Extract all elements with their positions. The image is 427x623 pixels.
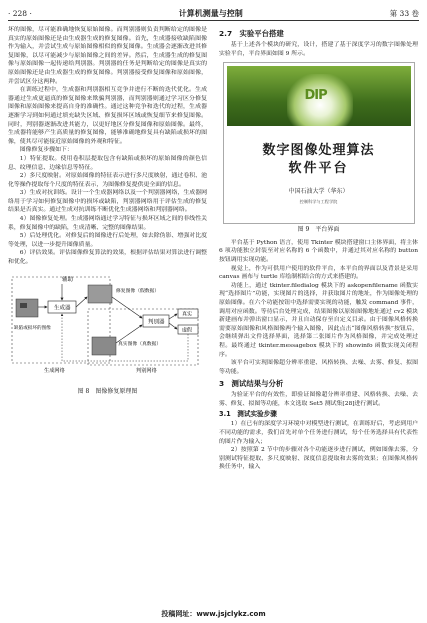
paragraph: 功能上，通过 tkinter.filedialog 模块下的 askopenfilename 函数实现“选择图片”功能，实现图片的选择，并获取图片的地址，作为图像处理的原始图像。在六个功能按钮中选择需要实现的功能，触发 command 事件，调用对应函数。等待后台处理完成，结果图像以原始图像地址通过 cv2 模块新建画布并弹出窗口显示，并且自动保存至自定义目录。由于图像风格转换需要原始图像和风格图像两个输入图像，因此点击“图像风格转换”按钮后，会继续弹出文件选择界面，选择第二张图片作为风格图像，并完成处理过程。最终通过 tkinter.messagebox 模块下的 showinfo 函数实现关闭程序。 [219,282,418,358]
section-heading-2-7: 2.7 实验平台搭建 [219,29,284,38]
platform-organization: 中国石油大学（华东） [288,188,349,196]
step-item: 2）多尺度映射。对原始图像的特征表示进行多尺度映射，通过卷积、池化等操作提取每个尺度的特征表示，为图像修复提供更全面的信息。 [8,173,207,188]
figure-8-diagram [8,271,207,386]
section-heading-3: 3 测试结果与分析 [219,379,284,389]
platform-title-line1: 数字图像处理算法 [262,143,375,159]
defect-spot [20,303,27,308]
paragraph: 视觉上，作为可供用户使用的软件平台，本平台的界面以及背景是采用 canvas 画布与 turtle 库绘制相结合的方式来搭建的。 [219,265,418,281]
paragraph: 图像修复步骤如下： [19,147,73,154]
step-item: 6）评估效果。评估图像修复算法的效果，根据评估结果对算法进行调整和优化。 [8,250,207,266]
page-number: · 228 · [8,8,32,18]
section-heading-3-1: 3.1 测试实验步骤 [219,410,277,419]
figure-9-platform-screenshot [223,62,415,224]
gan-diagram [8,271,207,377]
platform-contact: 控制科学与工程学院 [299,199,338,205]
paragraph: 基于上述各个模块的研究，设计，搭建了基于深度学习的数字图像处理实验平台，平台界面如图 9 所示。 [219,42,418,57]
paragraph: 平台基于 Python 语言，使用 Tkinter 模块搭建窗口主体界面，将主体 6 项功能独立封装至对应名称的 6 个函数中，并通过其对应名称的 button 按钮调用实现功能。 [219,239,418,263]
dip-logo-text: DIP [304,88,327,104]
paragraph: 1）在已有的深度学习环境中对模型进行测试，在训练好后，考虑到用户不同功能的需求，我们首先对单个任务进行测试，每个任务选择具有代表性的图片作为输入； [219,421,418,445]
paragraph: 该平台可实现图像超分辨率重建、风格转换、去噪、去雾、修复、拟图等功能。 [219,360,418,375]
volume-label: 第 33 卷 [389,8,419,18]
real-image-label: 真实图像（真数据） [118,341,162,347]
step-item: 5）后处理优化。对修复后的图像进行后处理，如去除伪影、增强对比度等处理，以进一步提升图像质量。 [8,233,207,248]
step-item: 3）生成对抗训练。设计一个生成器网络以及一个判别器网络，生成器网络用于学习如何修复图像中的损坏或缺陷，判别器网络用于评估生成的修复结果是否真实。通过生成对抗训练不断优化生成器网络和判别器网络。 [8,190,207,214]
fake-image-label: 修复图像（假数据） [116,288,160,294]
paragraph: 坏的图像，尽可能准确地恢复原始图像。而判别器则负责判断给定的图像是真实的原始图像还是由生成器生成的修复图像。首先，生成器接收缺陷图像作为输入，并尝试生成与原始图像相似的修复图像。生成器会逐渐改进其修复图像，以尽可能减少与原始图像之间的差异。然后，生成器生成的修复图像与原始图像一起传递给判别器。判别器的任务是判断给定的图像是真实的原始图像还是由生成器生成的修复图像。判别器接受修复图像和原始图像，并尝试区分这两种。 [8,27,207,85]
right-column [219,26,418,472]
left-column [8,26,207,400]
paragraph: 为验证平台的有效性，即验证图像超分辨率重建、风格转换、去噪、去雾、修复、拟图等功能，本文选取 Set5 测试集[28]进行测试。 [219,392,418,407]
gen-network-label: 生成网络 [44,367,65,374]
disc-network-label: 判别网络 [136,367,157,374]
fake-output-label: 虚假 [182,327,193,334]
real-image-thumbnail [92,337,116,355]
aux-label: 辅助 [62,276,74,283]
dip-logo [287,74,353,126]
paragraph: 在训练过程中，生成器和判别器相互竞争并进行不断的迭代优化。生成器通过生成更逼真的修复图像来欺骗判别器，而判别器则通过学习区分修复图像和原始图像来提高自身的准确性。通过这种竞争和迭代的过程，生成器逐渐学习到如何通过填充缺失区域、修复损坏区域或恢复细节来修复图像。同时，判别器逐渐改进其能力，以更好地区分修复图像和原始图像。最终，生成器将能够产生高质量的修复图像，能够准确地修复具有缺陷或损坏的图像，使其尽可能接近原始图像的外观和特征。 [8,87,207,145]
platform-banner [227,66,411,126]
figure-9-caption: 图 9 平台界面 [297,226,340,234]
repaired-image-thumbnail [88,285,112,303]
page-header [8,6,419,21]
journal-name: 计算机测量与控制 [178,8,243,18]
figure-8-caption: 图 8 图像修复原理图 [77,387,138,395]
page-footer: 投稿网址：www.jsjclykz.com [161,610,266,618]
real-output-label: 真实 [182,311,193,318]
generator-label: 生成器 [54,305,71,312]
defect-label: 缺陷或损坏的图像 [14,325,51,331]
step-item: 4）图像修复处理。生成器网络通过学习特征与损坏区域之间的非线性关系，修复图像中的缺陷，生成清晰、完整的图像结果。 [8,216,207,231]
platform-title-line2: 软件平台 [288,161,349,177]
discriminator-label: 判别器 [148,319,165,326]
step-item: 1）特征提取。使用卷积层提取包含有缺陷或损坏的原始图像的颜色信息、纹理信息、边缘信息等特征。 [8,155,207,171]
paragraph: 2）按照第 2 节中的步骤对各个功能逐步进行测试，例如图像去雾，分别测试特征提取、多尺度映射、深度信息提取和去雾的效果；在图像风格转换任务中，输入 [219,447,418,471]
